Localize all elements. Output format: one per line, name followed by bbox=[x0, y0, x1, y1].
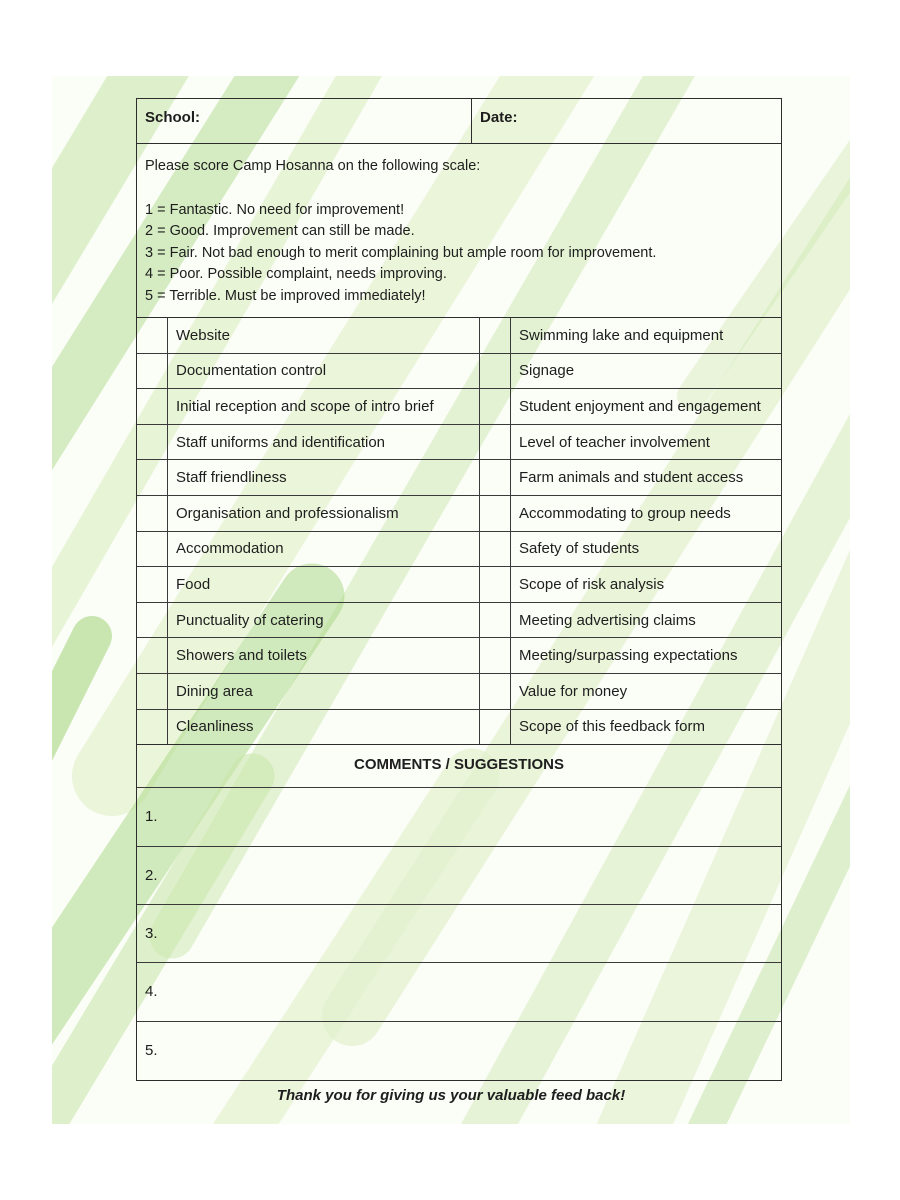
item-label: Staff uniforms and identification bbox=[168, 424, 480, 460]
item-label: Initial reception and scope of intro brief bbox=[168, 389, 480, 425]
score-box[interactable] bbox=[480, 567, 511, 603]
item-label: Punctuality of catering bbox=[168, 602, 480, 638]
table-row bbox=[137, 353, 781, 389]
comment-line[interactable] bbox=[137, 847, 781, 905]
date-field[interactable] bbox=[472, 99, 781, 143]
score-box[interactable] bbox=[137, 389, 168, 425]
score-box[interactable] bbox=[480, 495, 511, 531]
document-page bbox=[52, 76, 850, 1124]
school-field[interactable] bbox=[137, 99, 472, 143]
score-box[interactable] bbox=[137, 567, 168, 603]
item-label: Cleanliness bbox=[168, 709, 480, 745]
item-label: Accommodation bbox=[168, 531, 480, 567]
scale-level: 5 = Terrible. Must be improved immediately! bbox=[145, 287, 426, 304]
score-box[interactable] bbox=[480, 638, 511, 674]
item-label: Signage bbox=[511, 353, 782, 389]
score-box[interactable] bbox=[137, 673, 168, 709]
item-label: Organisation and professionalism bbox=[168, 495, 480, 531]
comment-number: 1. bbox=[145, 808, 158, 826]
comments-heading: COMMENTS / SUGGESTIONS bbox=[137, 745, 781, 788]
comment-number: 3. bbox=[145, 924, 158, 942]
table-row bbox=[137, 709, 781, 745]
comment-number: 2. bbox=[145, 866, 158, 884]
item-label: Value for money bbox=[511, 673, 782, 709]
table-row bbox=[137, 495, 781, 531]
score-box[interactable] bbox=[480, 673, 511, 709]
comment-number: 5. bbox=[145, 1041, 158, 1059]
item-label: Level of teacher involvement bbox=[511, 424, 782, 460]
comment-number: 4. bbox=[145, 983, 158, 1001]
item-label: Meeting/surpassing expectations bbox=[511, 638, 782, 674]
feedback-form bbox=[136, 98, 782, 1081]
item-label: Dining area bbox=[168, 673, 480, 709]
item-label: Accommodating to group needs bbox=[511, 495, 782, 531]
item-label: Showers and toilets bbox=[168, 638, 480, 674]
score-box[interactable] bbox=[137, 638, 168, 674]
date-label: Date: bbox=[480, 109, 518, 126]
table-row bbox=[137, 638, 781, 674]
score-box[interactable] bbox=[137, 460, 168, 496]
item-label: Food bbox=[168, 567, 480, 603]
score-box[interactable] bbox=[480, 424, 511, 460]
score-box[interactable] bbox=[480, 389, 511, 425]
table-row bbox=[137, 424, 781, 460]
comment-line[interactable] bbox=[137, 963, 781, 1021]
score-box[interactable] bbox=[480, 318, 511, 353]
scale-level: 1 = Fantastic. No need for improvement! bbox=[145, 201, 405, 218]
scale-intro: Please score Camp Hosanna on the following scale: bbox=[145, 158, 481, 174]
scale-level: 2 = Good. Improvement can still be made. bbox=[145, 223, 415, 239]
item-label: Student enjoyment and engagement bbox=[511, 389, 782, 425]
table-row bbox=[137, 602, 781, 638]
rating-items-table bbox=[137, 318, 781, 745]
item-label: Scope of this feedback form bbox=[511, 709, 782, 745]
table-row bbox=[137, 567, 781, 603]
item-label: Staff friendliness bbox=[168, 460, 480, 496]
score-box[interactable] bbox=[137, 709, 168, 745]
school-label: School: bbox=[145, 109, 200, 126]
rating-scale bbox=[137, 144, 781, 318]
table-row bbox=[137, 318, 781, 353]
score-box[interactable] bbox=[480, 353, 511, 389]
item-label: Website bbox=[168, 318, 480, 353]
item-label: Farm animals and student access bbox=[511, 460, 782, 496]
comment-line[interactable] bbox=[137, 788, 781, 846]
score-box[interactable] bbox=[480, 602, 511, 638]
table-row bbox=[137, 673, 781, 709]
score-box[interactable] bbox=[480, 709, 511, 745]
thank-you-note: Thank you for giving us your valuable feed back! bbox=[276, 1087, 626, 1104]
score-box[interactable] bbox=[480, 531, 511, 567]
comment-line[interactable] bbox=[137, 1022, 781, 1080]
item-label: Documentation control bbox=[168, 353, 480, 389]
score-box[interactable] bbox=[480, 460, 511, 496]
score-box[interactable] bbox=[137, 318, 168, 353]
score-box[interactable] bbox=[137, 495, 168, 531]
item-label: Swimming lake and equipment bbox=[511, 318, 782, 353]
item-label: Scope of risk analysis bbox=[511, 567, 782, 603]
item-label: Meeting advertising claims bbox=[511, 602, 782, 638]
comment-line[interactable] bbox=[137, 905, 781, 963]
score-box[interactable] bbox=[137, 531, 168, 567]
table-row bbox=[137, 389, 781, 425]
score-box[interactable] bbox=[137, 602, 168, 638]
score-box[interactable] bbox=[137, 353, 168, 389]
score-box[interactable] bbox=[137, 424, 168, 460]
table-row bbox=[137, 460, 781, 496]
item-label: Safety of students bbox=[511, 531, 782, 567]
scale-level: 3 = Fair. Not bad enough to merit complaining but ample room for improvement. bbox=[145, 244, 657, 261]
table-row bbox=[137, 531, 781, 567]
scale-level: 4 = Poor. Possible complaint, needs improving. bbox=[145, 266, 447, 282]
header-row bbox=[137, 99, 781, 144]
